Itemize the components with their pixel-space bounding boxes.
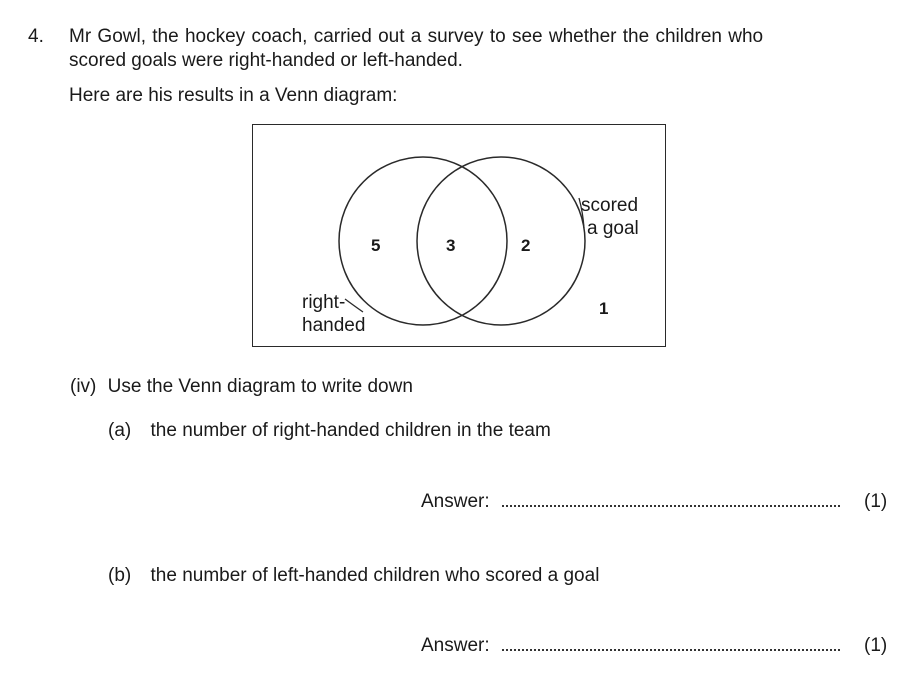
- scored-goal-label-line1: scored: [581, 195, 639, 216]
- question-intro-line2: scored goals were right-handed or left-handed.: [69, 50, 463, 71]
- venn-diagram: [252, 124, 666, 347]
- right-handed-circle: [339, 157, 507, 325]
- question-intro-line1: Mr Gowl, the hockey coach, carried out a survey to see whether the children who: [69, 26, 764, 47]
- part-iv-text: Use the Venn diagram to write down: [107, 376, 413, 397]
- part-a-answer-label: Answer:: [421, 491, 490, 512]
- part-b-answer-label: Answer:: [421, 635, 490, 656]
- part-a-marks: (1): [864, 491, 888, 512]
- part-a-answer-field[interactable]: [502, 505, 840, 507]
- right-handed-label-line2: handed: [302, 315, 366, 336]
- part-a: [108, 420, 551, 442]
- scored-goal-circle: [417, 157, 585, 325]
- region-both: 3: [446, 236, 456, 255]
- part-iv-label: (iv): [70, 376, 97, 397]
- right-handed-pointer: [345, 299, 363, 312]
- part-b-text: the number of left-handed children who scored a goal: [150, 565, 600, 586]
- region-only-scored-goal: 2: [521, 236, 531, 255]
- question-lead-in: Here are his results in a Venn diagram:: [69, 85, 398, 106]
- scored-goal-label-line2: a goal: [587, 218, 639, 239]
- part-b: [108, 565, 599, 587]
- question-number: 4.: [28, 26, 44, 47]
- part-iv: [70, 376, 413, 398]
- part-b-label: (b): [108, 565, 132, 586]
- part-a-label: (a): [108, 420, 132, 441]
- right-handed-label-line1: right-: [302, 292, 346, 313]
- region-only-right-handed: 5: [371, 236, 381, 255]
- part-b-answer-field[interactable]: [502, 649, 840, 651]
- part-b-marks: (1): [864, 635, 888, 656]
- part-a-text: the number of right-handed children in the team: [150, 420, 551, 441]
- region-neither: 1: [599, 299, 609, 318]
